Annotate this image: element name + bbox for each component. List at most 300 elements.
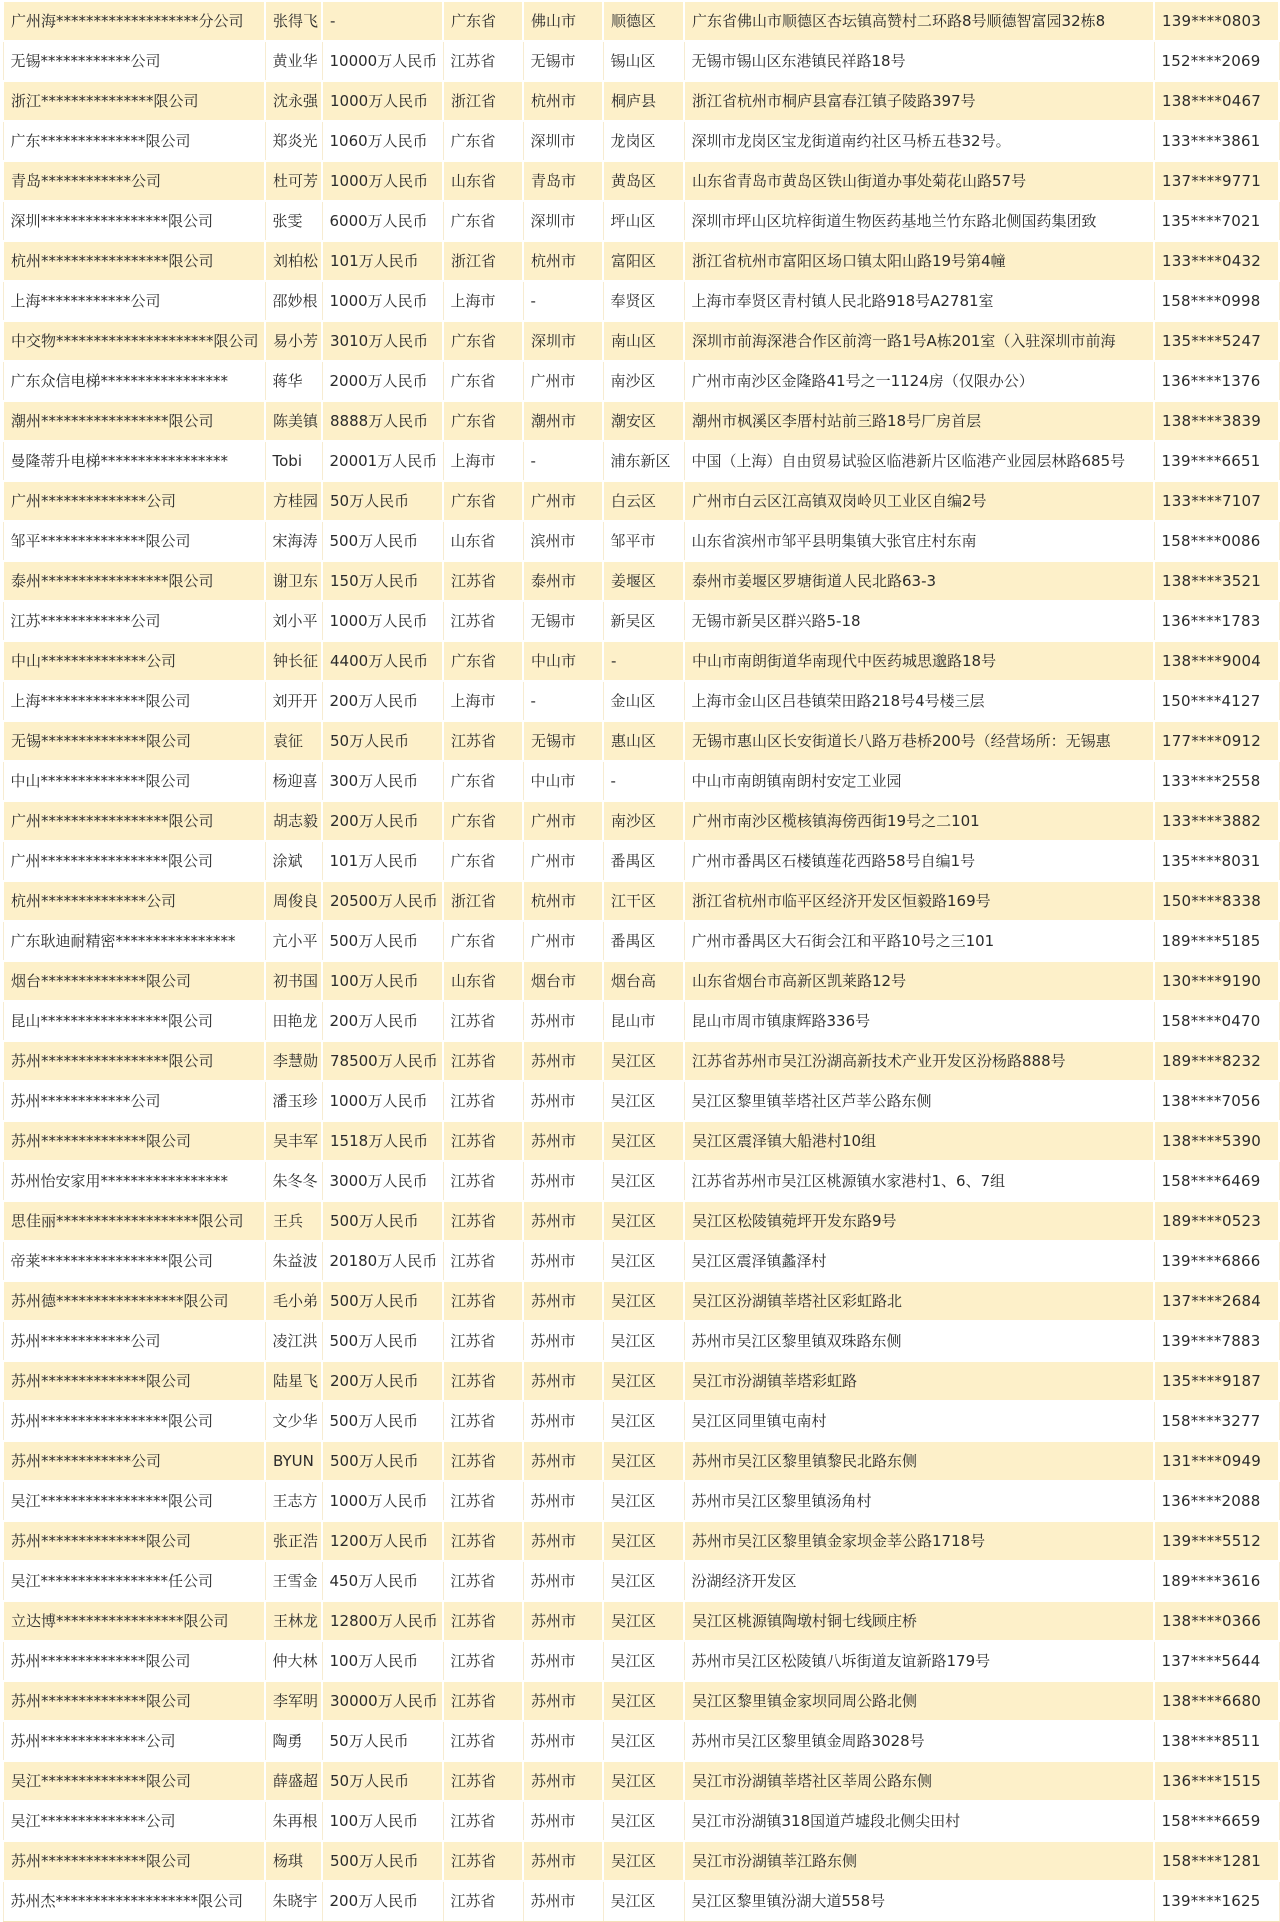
legal-person-cell: 张得飞: [265, 1, 322, 41]
table-row: [3, 361, 1279, 401]
district-cell: 吴江区: [603, 1841, 684, 1881]
city-cell: 深圳市: [523, 121, 603, 161]
legal-person-cell: 朱再根: [265, 1801, 322, 1841]
legal-person-cell: 沈永强: [265, 81, 322, 121]
registered-capital-cell: 1000万人民币: [322, 601, 443, 641]
phone-cell: 138****6680: [1154, 1681, 1279, 1721]
district-cell: 吴江区: [603, 1241, 684, 1281]
phone-cell: 152****2069: [1154, 41, 1279, 81]
table-row: [3, 1081, 1279, 1121]
registered-capital-cell: 300万人民币: [322, 761, 443, 801]
phone-cell: 133****0432: [1154, 241, 1279, 281]
company-name-cell: 苏州**************公司: [3, 1721, 265, 1761]
province-cell: 江苏省: [443, 1561, 523, 1601]
legal-person-cell: 胡志毅: [265, 801, 322, 841]
address-cell: 泰州市姜堰区罗塘街道人民北路63-3: [684, 561, 1154, 601]
company-name-cell: 广州**************公司: [3, 481, 265, 521]
phone-cell: 133****2558: [1154, 761, 1279, 801]
registered-capital-cell: 20001万人民币: [322, 441, 443, 481]
table-row: [3, 1801, 1279, 1841]
city-cell: 中山市: [523, 761, 603, 801]
registered-capital-cell: 20180万人民币: [322, 1241, 443, 1281]
phone-cell: 177****0912: [1154, 721, 1279, 761]
province-cell: 江苏省: [443, 1441, 523, 1481]
registered-capital-cell: 1518万人民币: [322, 1121, 443, 1161]
phone-cell: 139****5512: [1154, 1521, 1279, 1561]
registered-capital-cell: 500万人民币: [322, 1841, 443, 1881]
table-row: [3, 881, 1279, 921]
phone-cell: 137****9771: [1154, 161, 1279, 201]
district-cell: 浦东新区: [603, 441, 684, 481]
city-cell: 无锡市: [523, 41, 603, 81]
province-cell: 广东省: [443, 481, 523, 521]
registered-capital-cell: 50万人民币: [322, 1721, 443, 1761]
province-cell: 江苏省: [443, 1361, 523, 1401]
phone-cell: 138****9004: [1154, 641, 1279, 681]
phone-cell: 135****7021: [1154, 201, 1279, 241]
company-name-cell: 苏州************公司: [3, 1321, 265, 1361]
registered-capital-cell: 100万人民币: [322, 1641, 443, 1681]
table-row: [3, 441, 1279, 481]
address-cell: 中山市南朗街道华南现代中医药城思邈路18号: [684, 641, 1154, 681]
phone-cell: 158****0998: [1154, 281, 1279, 321]
table-row: [3, 1601, 1279, 1641]
registered-capital-cell: 1000万人民币: [322, 281, 443, 321]
city-cell: 杭州市: [523, 81, 603, 121]
address-cell: 昆山市周市镇康辉路336号: [684, 1001, 1154, 1041]
company-name-cell: 烟台**************限公司: [3, 961, 265, 1001]
legal-person-cell: 朱益波: [265, 1241, 322, 1281]
city-cell: 苏州市: [523, 1321, 603, 1361]
phone-cell: 135****9187: [1154, 1361, 1279, 1401]
phone-cell: 189****8232: [1154, 1041, 1279, 1081]
company-name-cell: 广东耿迪耐精密****************: [3, 921, 265, 961]
registered-capital-cell: 50万人民币: [322, 721, 443, 761]
address-cell: 潮州市枫溪区李厝村站前三路18号厂房首层: [684, 401, 1154, 441]
registered-capital-cell: 30000万人民币: [322, 1681, 443, 1721]
registered-capital-cell: 500万人民币: [322, 921, 443, 961]
city-cell: 滨州市: [523, 521, 603, 561]
district-cell: 吴江区: [603, 1041, 684, 1081]
address-cell: 吴江区黎里镇莘塔社区芦莘公路东侧: [684, 1081, 1154, 1121]
table-row: [3, 1361, 1279, 1401]
city-cell: 苏州市: [523, 1241, 603, 1281]
company-name-cell: 广东众信电梯*****************: [3, 361, 265, 401]
registered-capital-cell: 200万人民币: [322, 681, 443, 721]
company-name-cell: 苏州*****************限公司: [3, 1041, 265, 1081]
registered-capital-cell: 8888万人民币: [322, 401, 443, 441]
province-cell: 浙江省: [443, 81, 523, 121]
company-name-cell: 无锡**************限公司: [3, 721, 265, 761]
address-cell: 苏州市吴江区松陵镇八坼街道友谊新路179号: [684, 1641, 1154, 1681]
company-name-cell: 广州*****************限公司: [3, 841, 265, 881]
phone-cell: 138****3521: [1154, 561, 1279, 601]
legal-person-cell: 谢卫东: [265, 561, 322, 601]
phone-cell: 136****1515: [1154, 1761, 1279, 1801]
table-row: [3, 1321, 1279, 1361]
table-row: [3, 681, 1279, 721]
district-cell: 吴江区: [603, 1161, 684, 1201]
legal-person-cell: 蒋华: [265, 361, 322, 401]
city-cell: 苏州市: [523, 1081, 603, 1121]
province-cell: 江苏省: [443, 1601, 523, 1641]
registered-capital-cell: 100万人民币: [322, 961, 443, 1001]
registered-capital-cell: 1200万人民币: [322, 1521, 443, 1561]
table-row: [3, 481, 1279, 521]
company-name-cell: 中山**************限公司: [3, 761, 265, 801]
registered-capital-cell: 10000万人民币: [322, 41, 443, 81]
address-cell: 苏州市吴江区黎里镇汤角村: [684, 1481, 1154, 1521]
phone-cell: 138****3839: [1154, 401, 1279, 441]
registered-capital-cell: 1000万人民币: [322, 1081, 443, 1121]
table-row: [3, 1201, 1279, 1241]
company-name-cell: 苏州杰*******************限公司: [3, 1881, 265, 1921]
district-cell: 吴江区: [603, 1321, 684, 1361]
city-cell: 苏州市: [523, 1481, 603, 1521]
city-cell: 苏州市: [523, 1041, 603, 1081]
registered-capital-cell: -: [322, 1, 443, 41]
registered-capital-cell: 200万人民币: [322, 1001, 443, 1041]
table-row: [3, 1041, 1279, 1081]
city-cell: 杭州市: [523, 241, 603, 281]
city-cell: 中山市: [523, 641, 603, 681]
company-name-cell: 吴江*****************限公司: [3, 1481, 265, 1521]
city-cell: 苏州市: [523, 1721, 603, 1761]
province-cell: 江苏省: [443, 1401, 523, 1441]
phone-cell: 139****7883: [1154, 1321, 1279, 1361]
province-cell: 江苏省: [443, 601, 523, 641]
table-row: [3, 841, 1279, 881]
district-cell: 桐庐县: [603, 81, 684, 121]
province-cell: 广东省: [443, 841, 523, 881]
company-name-cell: 潮州*****************限公司: [3, 401, 265, 441]
province-cell: 江苏省: [443, 1521, 523, 1561]
district-cell: 吴江区: [603, 1681, 684, 1721]
legal-person-cell: 仲大林: [265, 1641, 322, 1681]
table-row: [3, 1881, 1279, 1921]
province-cell: 江苏省: [443, 1201, 523, 1241]
company-name-cell: 思佳丽*******************限公司: [3, 1201, 265, 1241]
city-cell: 苏州市: [523, 1361, 603, 1401]
address-cell: 江苏省苏州市吴江汾湖高新技术产业开发区汾杨路888号: [684, 1041, 1154, 1081]
phone-cell: 158****6469: [1154, 1161, 1279, 1201]
district-cell: 吴江区: [603, 1121, 684, 1161]
company-name-cell: 苏州德*****************限公司: [3, 1281, 265, 1321]
province-cell: 广东省: [443, 401, 523, 441]
district-cell: 吴江区: [603, 1801, 684, 1841]
company-name-cell: 江苏************公司: [3, 601, 265, 641]
legal-person-cell: 朱冬冬: [265, 1161, 322, 1201]
company-name-cell: 邹平**************限公司: [3, 521, 265, 561]
registered-capital-cell: 500万人民币: [322, 1201, 443, 1241]
province-cell: 广东省: [443, 641, 523, 681]
company-name-cell: 立达博*****************限公司: [3, 1601, 265, 1641]
province-cell: 江苏省: [443, 1121, 523, 1161]
table-row: [3, 1761, 1279, 1801]
registered-capital-cell: 100万人民币: [322, 1801, 443, 1841]
table-row: [3, 921, 1279, 961]
district-cell: 新吴区: [603, 601, 684, 641]
phone-cell: 189****3616: [1154, 1561, 1279, 1601]
legal-person-cell: 吴丰军: [265, 1121, 322, 1161]
table-row: [3, 1641, 1279, 1681]
address-cell: 中国（上海）自由贸易试验区临港新片区临港产业园层林路685号: [684, 441, 1154, 481]
address-cell: 山东省青岛市黄岛区铁山街道办事处菊花山路57号: [684, 161, 1154, 201]
company-name-cell: 上海************公司: [3, 281, 265, 321]
table-row: [3, 81, 1279, 121]
province-cell: 江苏省: [443, 1681, 523, 1721]
address-cell: 苏州市吴江区黎里镇金家坝金莘公路1718号: [684, 1521, 1154, 1561]
province-cell: 江苏省: [443, 1881, 523, 1921]
table-row: [3, 161, 1279, 201]
province-cell: 广东省: [443, 921, 523, 961]
province-cell: 江苏省: [443, 1001, 523, 1041]
table-row: [3, 1, 1279, 41]
legal-person-cell: 李慧勋: [265, 1041, 322, 1081]
city-cell: 苏州市: [523, 1521, 603, 1561]
province-cell: 江苏省: [443, 1081, 523, 1121]
phone-cell: 150****4127: [1154, 681, 1279, 721]
district-cell: 南山区: [603, 321, 684, 361]
phone-cell: 139****6866: [1154, 1241, 1279, 1281]
address-cell: 上海市奉贤区青村镇人民北路918号A2781室: [684, 281, 1154, 321]
address-cell: 吴江市汾湖镇318国道芦墟段北侧尖田村: [684, 1801, 1154, 1841]
phone-cell: 137****2684: [1154, 1281, 1279, 1321]
city-cell: 广州市: [523, 921, 603, 961]
city-cell: 苏州市: [523, 1641, 603, 1681]
address-cell: 广州市南沙区榄核镇海傍西街19号之二101: [684, 801, 1154, 841]
company-name-cell: 无锡************公司: [3, 41, 265, 81]
address-cell: 山东省烟台市高新区凯莱路12号: [684, 961, 1154, 1001]
table-row: [3, 121, 1279, 161]
company-name-cell: 广东**************限公司: [3, 121, 265, 161]
province-cell: 江苏省: [443, 1281, 523, 1321]
province-cell: 浙江省: [443, 881, 523, 921]
legal-person-cell: 杜可芳: [265, 161, 322, 201]
province-cell: 江苏省: [443, 561, 523, 601]
city-cell: 广州市: [523, 481, 603, 521]
province-cell: 广东省: [443, 761, 523, 801]
table-row: [3, 761, 1279, 801]
legal-person-cell: 李军明: [265, 1681, 322, 1721]
address-cell: 吴江区汾湖镇莘塔社区彩虹路北: [684, 1281, 1154, 1321]
city-cell: 苏州市: [523, 1281, 603, 1321]
address-cell: 吴江区震泽镇大船港村10组: [684, 1121, 1154, 1161]
legal-person-cell: 文少华: [265, 1401, 322, 1441]
legal-person-cell: BYUN: [265, 1441, 322, 1481]
table-row: [3, 1121, 1279, 1161]
legal-person-cell: 陈美镇: [265, 401, 322, 441]
phone-cell: 189****5185: [1154, 921, 1279, 961]
phone-cell: 138****0366: [1154, 1601, 1279, 1641]
registered-capital-cell: 1060万人民币: [322, 121, 443, 161]
phone-cell: 131****0949: [1154, 1441, 1279, 1481]
address-cell: 广州市番禺区石楼镇莲花西路58号自编1号: [684, 841, 1154, 881]
district-cell: 吴江区: [603, 1201, 684, 1241]
province-cell: 江苏省: [443, 1721, 523, 1761]
legal-person-cell: 张雯: [265, 201, 322, 241]
company-name-cell: 苏州************公司: [3, 1441, 265, 1481]
city-cell: -: [523, 441, 603, 481]
province-cell: 江苏省: [443, 1641, 523, 1681]
district-cell: 吴江区: [603, 1601, 684, 1641]
phone-cell: 139****0803: [1154, 1, 1279, 41]
legal-person-cell: 陶勇: [265, 1721, 322, 1761]
table-row: [3, 1681, 1279, 1721]
city-cell: 苏州市: [523, 1161, 603, 1201]
address-cell: 吴江区松陵镇菀坪开发东路9号: [684, 1201, 1154, 1241]
company-name-cell: 苏州怡安家用*****************: [3, 1161, 265, 1201]
legal-person-cell: 薛盛超: [265, 1761, 322, 1801]
legal-person-cell: 陆星飞: [265, 1361, 322, 1401]
district-cell: 南沙区: [603, 361, 684, 401]
city-cell: 苏州市: [523, 1841, 603, 1881]
registered-capital-cell: 50万人民币: [322, 481, 443, 521]
company-name-cell: 苏州**************限公司: [3, 1121, 265, 1161]
district-cell: 吴江区: [603, 1281, 684, 1321]
phone-cell: 136****2088: [1154, 1481, 1279, 1521]
table-body: [3, 1, 1279, 1921]
district-cell: 奉贤区: [603, 281, 684, 321]
legal-person-cell: 钟长征: [265, 641, 322, 681]
table-row: [3, 801, 1279, 841]
district-cell: 江干区: [603, 881, 684, 921]
province-cell: 江苏省: [443, 1841, 523, 1881]
district-cell: 姜堰区: [603, 561, 684, 601]
phone-cell: 133****7107: [1154, 481, 1279, 521]
table-row: [3, 41, 1279, 81]
phone-cell: 139****1625: [1154, 1881, 1279, 1921]
address-cell: 浙江省杭州市富阳区场口镇太阳山路19号第4幢: [684, 241, 1154, 281]
city-cell: 深圳市: [523, 321, 603, 361]
legal-person-cell: 王林龙: [265, 1601, 322, 1641]
company-name-cell: 中山**************公司: [3, 641, 265, 681]
phone-cell: 139****6651: [1154, 441, 1279, 481]
table-row: [3, 1721, 1279, 1761]
phone-cell: 158****1281: [1154, 1841, 1279, 1881]
company-name-cell: 苏州**************限公司: [3, 1641, 265, 1681]
registered-capital-cell: 1000万人民币: [322, 81, 443, 121]
legal-person-cell: 王志方: [265, 1481, 322, 1521]
address-cell: 广州市南沙区金隆路41号之一1124房（仅限办公）: [684, 361, 1154, 401]
registered-capital-cell: 200万人民币: [322, 1881, 443, 1921]
province-cell: 江苏省: [443, 1761, 523, 1801]
company-name-cell: 杭州*****************限公司: [3, 241, 265, 281]
city-cell: 苏州市: [523, 1001, 603, 1041]
company-table: [2, 0, 1280, 1922]
district-cell: 吴江区: [603, 1401, 684, 1441]
company-name-cell: 广州*****************限公司: [3, 801, 265, 841]
table-row: [3, 1481, 1279, 1521]
city-cell: 苏州市: [523, 1561, 603, 1601]
province-cell: 江苏省: [443, 721, 523, 761]
city-cell: 烟台市: [523, 961, 603, 1001]
address-cell: 山东省滨州市邹平县明集镇大张官庄村东南: [684, 521, 1154, 561]
city-cell: 苏州市: [523, 1201, 603, 1241]
table-row: [3, 1521, 1279, 1561]
province-cell: 江苏省: [443, 1321, 523, 1361]
table-row: [3, 561, 1279, 601]
district-cell: 吴江区: [603, 1481, 684, 1521]
address-cell: 无锡市惠山区长安街道长八路万巷桥200号（经营场所：无锡惠: [684, 721, 1154, 761]
phone-cell: 158****0086: [1154, 521, 1279, 561]
phone-cell: 135****5247: [1154, 321, 1279, 361]
company-name-cell: 吴江**************限公司: [3, 1761, 265, 1801]
phone-cell: 189****0523: [1154, 1201, 1279, 1241]
city-cell: 苏州市: [523, 1881, 603, 1921]
province-cell: 山东省: [443, 161, 523, 201]
province-cell: 上海市: [443, 441, 523, 481]
table-row: [3, 721, 1279, 761]
registered-capital-cell: 6000万人民币: [322, 201, 443, 241]
city-cell: 青岛市: [523, 161, 603, 201]
company-name-cell: 苏州**************限公司: [3, 1681, 265, 1721]
province-cell: 广东省: [443, 121, 523, 161]
district-cell: -: [603, 761, 684, 801]
province-cell: 江苏省: [443, 1481, 523, 1521]
city-cell: 苏州市: [523, 1401, 603, 1441]
address-cell: 吴江市汾湖镇莘塔彩虹路: [684, 1361, 1154, 1401]
phone-cell: 150****8338: [1154, 881, 1279, 921]
district-cell: 惠山区: [603, 721, 684, 761]
city-cell: 广州市: [523, 361, 603, 401]
address-cell: 苏州市吴江区黎里镇金周路3028号: [684, 1721, 1154, 1761]
province-cell: 江苏省: [443, 1041, 523, 1081]
company-name-cell: 苏州**************限公司: [3, 1841, 265, 1881]
address-cell: 中山市南朗镇南朗村安定工业园: [684, 761, 1154, 801]
company-name-cell: 吴江**************公司: [3, 1801, 265, 1841]
registered-capital-cell: 200万人民币: [322, 1361, 443, 1401]
table-row: [3, 321, 1279, 361]
city-cell: -: [523, 681, 603, 721]
company-name-cell: 中交物*********************限公司: [3, 321, 265, 361]
province-cell: 山东省: [443, 521, 523, 561]
legal-person-cell: 易小芳: [265, 321, 322, 361]
province-cell: 广东省: [443, 361, 523, 401]
city-cell: 苏州市: [523, 1601, 603, 1641]
province-cell: 广东省: [443, 321, 523, 361]
address-cell: 浙江省杭州市临平区经济开发区恒毅路169号: [684, 881, 1154, 921]
legal-person-cell: 潘玉珍: [265, 1081, 322, 1121]
phone-cell: 138****5390: [1154, 1121, 1279, 1161]
province-cell: 山东省: [443, 961, 523, 1001]
address-cell: 无锡市新吴区群兴路5-18: [684, 601, 1154, 641]
city-cell: 广州市: [523, 801, 603, 841]
legal-person-cell: 袁征: [265, 721, 322, 761]
district-cell: 吴江区: [603, 1881, 684, 1921]
district-cell: 吴江区: [603, 1521, 684, 1561]
province-cell: 江苏省: [443, 1161, 523, 1201]
legal-person-cell: 方桂园: [265, 481, 322, 521]
company-name-cell: 昆山*****************限公司: [3, 1001, 265, 1041]
district-cell: 白云区: [603, 481, 684, 521]
district-cell: 吴江区: [603, 1081, 684, 1121]
city-cell: 无锡市: [523, 721, 603, 761]
province-cell: 江苏省: [443, 41, 523, 81]
legal-person-cell: 郑炎光: [265, 121, 322, 161]
address-cell: 无锡市锡山区东港镇民祥路18号: [684, 41, 1154, 81]
city-cell: 广州市: [523, 841, 603, 881]
district-cell: 潮安区: [603, 401, 684, 441]
district-cell: 南沙区: [603, 801, 684, 841]
company-name-cell: 广州海*******************分公司: [3, 1, 265, 41]
province-cell: 江苏省: [443, 1801, 523, 1841]
city-cell: 苏州市: [523, 1761, 603, 1801]
legal-person-cell: 田艳龙: [265, 1001, 322, 1041]
district-cell: 锡山区: [603, 41, 684, 81]
address-cell: 苏州市吴江区黎里镇双珠路东侧: [684, 1321, 1154, 1361]
address-cell: 苏州市吴江区黎里镇黎民北路东侧: [684, 1441, 1154, 1481]
